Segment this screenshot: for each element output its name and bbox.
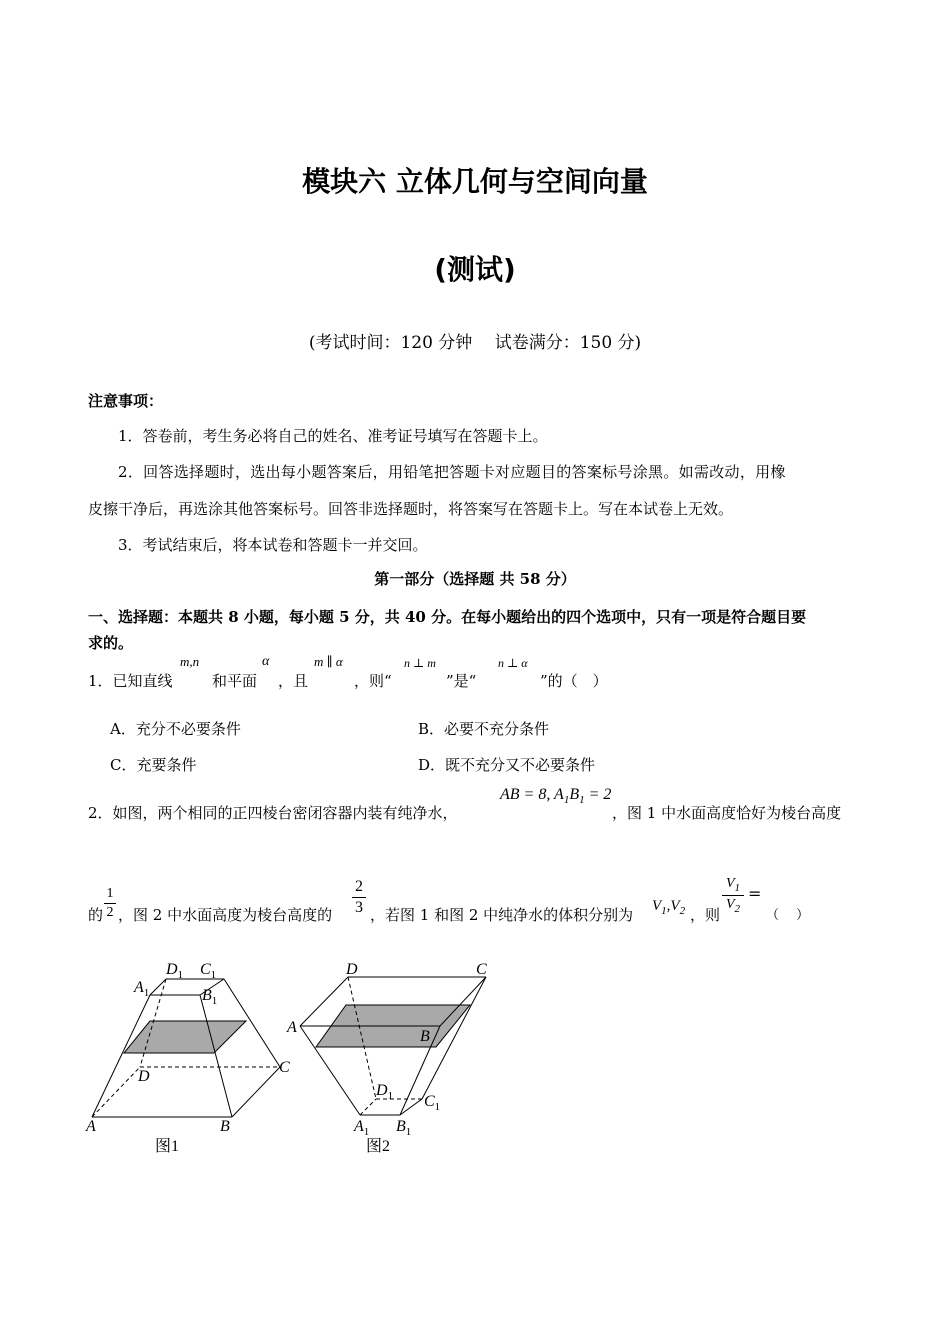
figure-1-caption: 图1: [155, 1138, 180, 1155]
q2-text-3: 的: [88, 906, 104, 924]
fig2-label-b1: $B_1$: [396, 1118, 412, 1138]
note-item-1: 1．答卷前，考生务必将自己的姓名、准考证号填写在答题卡上。: [118, 427, 548, 445]
exam-info: (考试时间：120 分钟 试卷满分：150 分): [308, 333, 642, 353]
q2-fraction-two-thirds: 2 3: [352, 878, 366, 917]
q1-m-parallel-alpha: m ∥ α: [314, 654, 343, 669]
q2-condition: AB = 8, $A_1B_1 = 2$: [500, 786, 612, 807]
fig1-label-d1: $D_1$: [166, 961, 184, 981]
page-subtitle: (测试): [434, 253, 516, 286]
fig1-label-a: A: [86, 1118, 96, 1135]
q1-text-1: 1．已知直线: [88, 672, 173, 690]
q1-text-6: ”的（ ）: [540, 672, 608, 690]
fig2-label-b: B: [420, 1028, 430, 1045]
q1-m-n: m,n: [180, 654, 200, 669]
fig2-label-c: C: [476, 961, 487, 978]
figure-1-water-surface: [124, 1021, 246, 1053]
q2-fraction-half: 1 2: [104, 886, 116, 921]
part-one-title: 第一部分（选择题 共 58 分）: [374, 570, 576, 588]
q1-n-perp-m: n ⊥ m: [404, 656, 436, 670]
fig1-label-b: B: [220, 1118, 230, 1135]
fig2-label-a1: $A_1$: [354, 1118, 370, 1138]
note-item-3: 3．考试结束后，将本试卷和答题卡一并交回。: [118, 536, 428, 554]
fig1-label-d: D: [138, 1068, 150, 1085]
fig1-label-a1: $A_1$: [134, 979, 150, 999]
fig2-label-d1: $D_1$: [376, 1082, 394, 1102]
q1-option-c[interactable]: C．充要条件: [110, 756, 197, 774]
figure-1: [92, 979, 280, 1117]
q1-text-4: ，则“: [354, 672, 392, 690]
fig1-label-b1: $B_1$: [202, 987, 218, 1007]
q2-v1-v2: $V_1,V_2$: [652, 898, 686, 917]
fig1-label-c: C: [279, 1059, 290, 1076]
q1-option-a[interactable]: A．充分不必要条件: [110, 720, 241, 738]
q1-option-b[interactable]: B．必要不充分条件: [418, 720, 550, 738]
q2-text-1: 2．如图，两个相同的正四棱台密闭容器内装有纯净水，: [88, 804, 458, 822]
q1-text-2: 和平面: [212, 672, 258, 690]
figure-2-caption: 图2: [366, 1138, 391, 1155]
notes-heading: 注意事项：: [88, 392, 164, 410]
note-item-2-cont: 皮擦干净后，再选涂其他答案标号。回答非选择题时，将答案写在答题卡上。写在本试卷上无效。: [88, 500, 734, 518]
q2-answer-paren: （ ）: [766, 908, 810, 923]
q2-text-6: ，则: [690, 906, 721, 924]
q1-text-5: ”是“: [446, 672, 477, 690]
section-heading-line2: 求的。: [88, 634, 134, 652]
q2-text-2: ，图 1 中水面高度恰好为棱台高度: [612, 804, 842, 822]
page-title: 模块六 立体几何与空间向量: [302, 165, 648, 198]
fig1-label-c1: $C_1$: [200, 961, 217, 981]
q2-equals: =: [748, 884, 762, 903]
q1-option-d[interactable]: D．既不充分又不必要条件: [418, 756, 596, 774]
q2-ratio-fraction: $V_1$ $V_2$: [722, 876, 744, 915]
q1-text-3: ，且: [278, 672, 309, 690]
fig2-label-a: A: [287, 1019, 297, 1036]
note-item-2: 2．回答选择题时，选出每小题答案后，用铅笔把答题卡对应题目的答案标号涂黑。如需改动，用橡: [118, 463, 786, 481]
q1-alpha: α: [262, 654, 270, 669]
fig2-label-d: D: [346, 961, 358, 978]
q1-n-perp-alpha: n ⊥ α: [498, 656, 528, 670]
q2-text-4: ，图 2 中水面高度为棱台高度的: [118, 906, 333, 924]
q2-text-5: ，若图 1 和图 2 中纯净水的体积分别为: [370, 906, 634, 924]
section-heading-line1: 一、选择题：本题共 8 小题，每小题 5 分，共 40 分。在每小题给出的四个选项中，只有一项是符合题目要: [88, 608, 807, 626]
fig2-label-c1: $C_1$: [424, 1093, 441, 1113]
